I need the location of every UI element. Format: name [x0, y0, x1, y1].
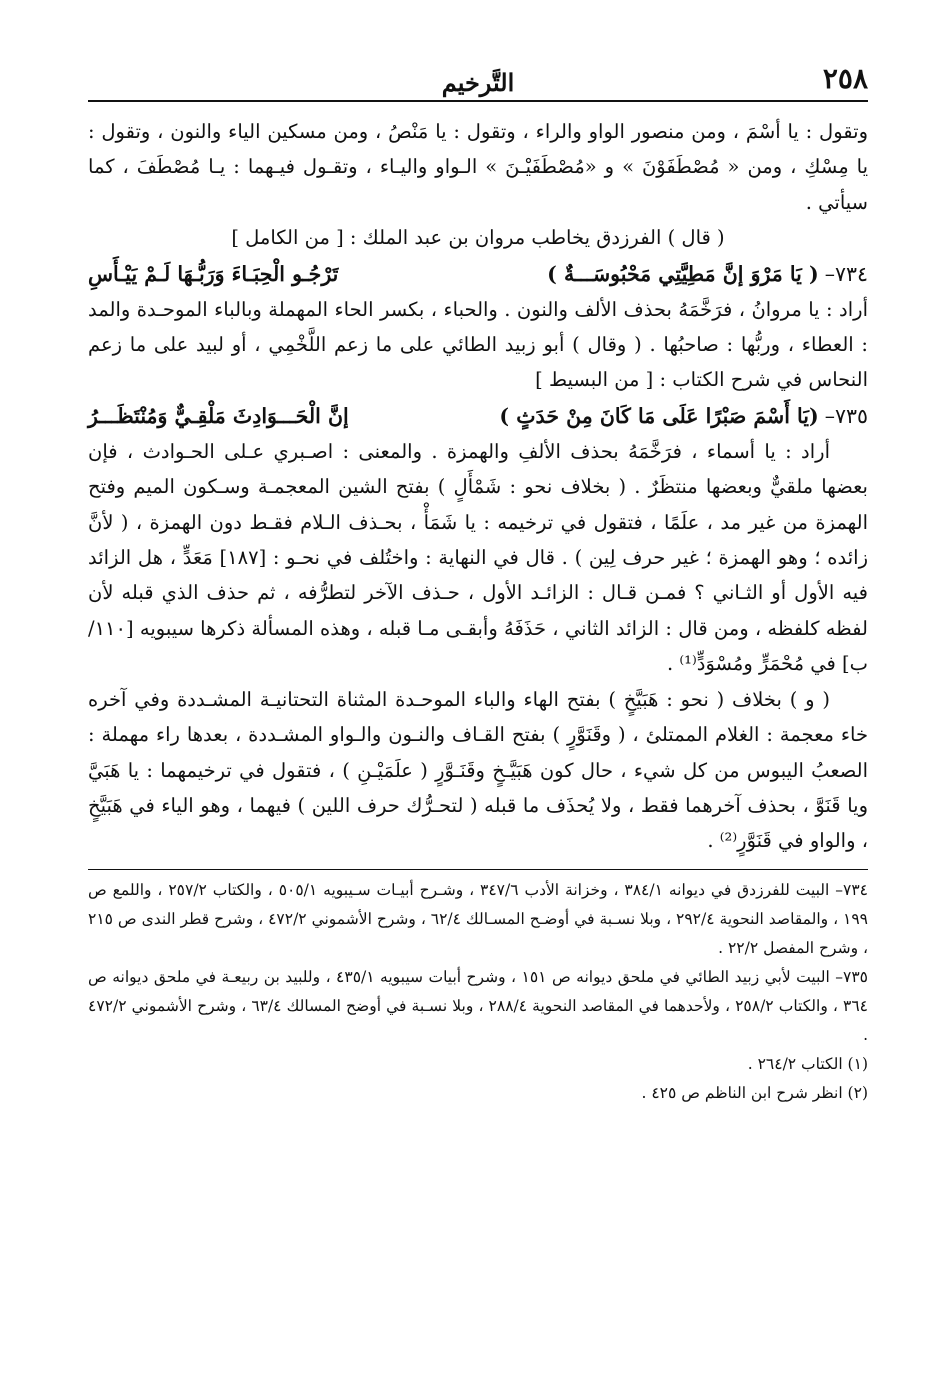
verse-number: ٧٣٥– — [824, 403, 868, 428]
page-header — [88, 50, 868, 102]
footnote: (٢) انظر شرح ابن الناظم ص ٤٢٥ . — [641, 1083, 868, 1102]
book-page — [88, 50, 868, 1108]
page-number: ٢٥٨ — [822, 62, 868, 95]
footnote: ٧٣٥– البيت لأبي زبيد الطائي في ملحق ديوانه ص ١٥١ ، وشرح أبيات سيبويه ٤٣٥/١ ، وللبيد بن ربيعـة في ملحق ديوانه ص ٣٦٤ ، والكتاب ٢٥٨/٢ ، ولأحدهما في المقاصد النحوية ٢٨٨/٤ ، وبلا نسـبة في أوضح المسالك ٦٣/٤ ، وشرح الأشموني ٤٧٢/٢ . — [88, 967, 868, 1044]
running-title: التَّرخيم — [441, 68, 515, 97]
paragraph: ( و ) بخلاف ( نحو : هَبَيَّخٍ ) بفتح الهاء والباء الموحـدة المثناة التحتانيـة المشـددة وفي آخره خاء معجمة : الغلام الممتلئ ، ( وقَنَوَّرٍ ) بفتح القـاف والنـون والـواو المشـددة ، بعدها راء مهملة : الصعبُ اليبوس من كل شيء ، حال كون هَبَيَّـخٍ وقَنَـوَّرٍ ( علَمَيْـنِ ) ، فتقول في ترخيمهما : يا هَبَيَّ ويا قَنَوَّ ، بحذف آخرهما فقط ، ولا يُحذَف ما قبله ( لتحـرُّك حرف اللين ) فيهما ، وهو الياء في هَبَيَّخٍ ، والواو في قَنَوَّرٍ⁽²⁾ . — [88, 687, 868, 853]
paragraph: وتقول : يا أسْمَ ، ومن منصور الواو والراء ، وتقول : يا مَنْصُ ، ومن مسكين الياء والنون ، وتقول : يا مِسْكِ ، ومن « مُصْطَفَوْنَ » و «مُصْطَفَيْـنَ » الـواو واليـاء ، وتقـول فيـهما : يـا مُصْطَفَ ، كما سيأتي . — [88, 120, 868, 214]
poetry-verse — [88, 398, 868, 434]
verse-first-hemistich — [499, 398, 868, 434]
verse-first-hemistich — [547, 256, 868, 292]
hemistich-text: (يَا أَسْمَ صَبْرًا عَلَى مَا كَانَ مِنْ حَدَثٍ ) — [499, 403, 819, 428]
footnote: (١) الكتاب ٢٦٤/٢ . — [747, 1054, 868, 1073]
verse-introduction: ( قال ) الفرزدق يخاطب مروان بن عبد الملك : [ من الكامل ] — [231, 226, 725, 250]
footnotes — [88, 869, 868, 1108]
verse-second-hemistich: تَرْجُـو الْحِبَـاءَ وَرَبُّـهَا لَـمْ يَيْـأَسِ — [88, 261, 339, 286]
hemistich-text: ( يَا مَرْوَ إنَّ مَطِيَّتِي مَحْبُوسَـــةٌ ) — [547, 261, 819, 286]
main-text — [88, 114, 868, 859]
footnote: ٧٣٤– البيت للفرزدق في ديوانه ٣٨٤/١ ، وخزانة الأدب ٣٤٧/٦ ، وشـرح أبيـات سـيبويه ٥٠٥/١ ، والكتاب ٢٥٧/٢ ، واللمع ص ١٩٩ ، والمقاصد النحوية ٢٩٢/٤ ، وبلا نسـبة في أوضـح المسـالك ٦٢/٤ ، وشرح الأشموني ٤٧٢/٢ ، وشرح قطر الندى ص ٢١٥ ، وشرح المفصل ٢٢/٢ . — [88, 880, 869, 957]
paragraph: أراد : يا مروانُ ، فرَخَّمَهُ بحذف الألف والنون . والحباء ، بكسر الحاء المهملة وبالباء الموحـدة والمد : العطاء ، وربُّها : صاحبُها . ( وقال ) أبو زبيد الطائي على ما زعم اللَّخْمِي ، أو لبيد على ما زعم النحاس في شرح الكتاب : [ من البسيط ] — [88, 297, 869, 392]
verse-second-hemistich: إنَّ الْحَـــوَادِثَ مَلْقِـيٌّ وَمُنْتَظَـــرُ — [88, 403, 349, 428]
poetry-verse — [88, 256, 868, 292]
verse-number: ٧٣٤– — [824, 261, 868, 286]
paragraph: أراد : يا أسماء ، فرَخَّمَهُ بحذف الألفِ والهمزة . والمعنى : اصـبري عـلى الحـوادث ، فإن بعضها ملقيٌّ وبعضها منتظَرٌ . ( بخلاف نحو : شَمْأَلٍ ) بفتح الشين المعجمـة وسـكون الميم وفتح الهمزة من غير مد ، علَمًا ، فتقول في ترخيمه : يا شَمَأْ ، بحـذف الـلام فقـط دون الهمزة ، ( لأنَّ زائده ؛ وهو الهمزة ؛ غير حرف لِين ) . قال في النهاية : واختُلف في نحـو : [١٨٧] مَعَدٍّ ، هل الزائد فيه الأول أو الثـاني ؟ فمـن قـال : الزائـد الأول ، حـذف الآخر لتطرُّفه ، ثم حذف الذي قبله لأن لفظه كلفظه ، ومن قال : الزائد الثاني ، حَذَفَهُ وأبقـى مـا قبله ، وهذه المسألة ذكرها سيبويه [١١٠/ب] في مُحْمَرٍّ ومُسْوَدٍّ⁽¹⁾ . — [88, 439, 868, 676]
